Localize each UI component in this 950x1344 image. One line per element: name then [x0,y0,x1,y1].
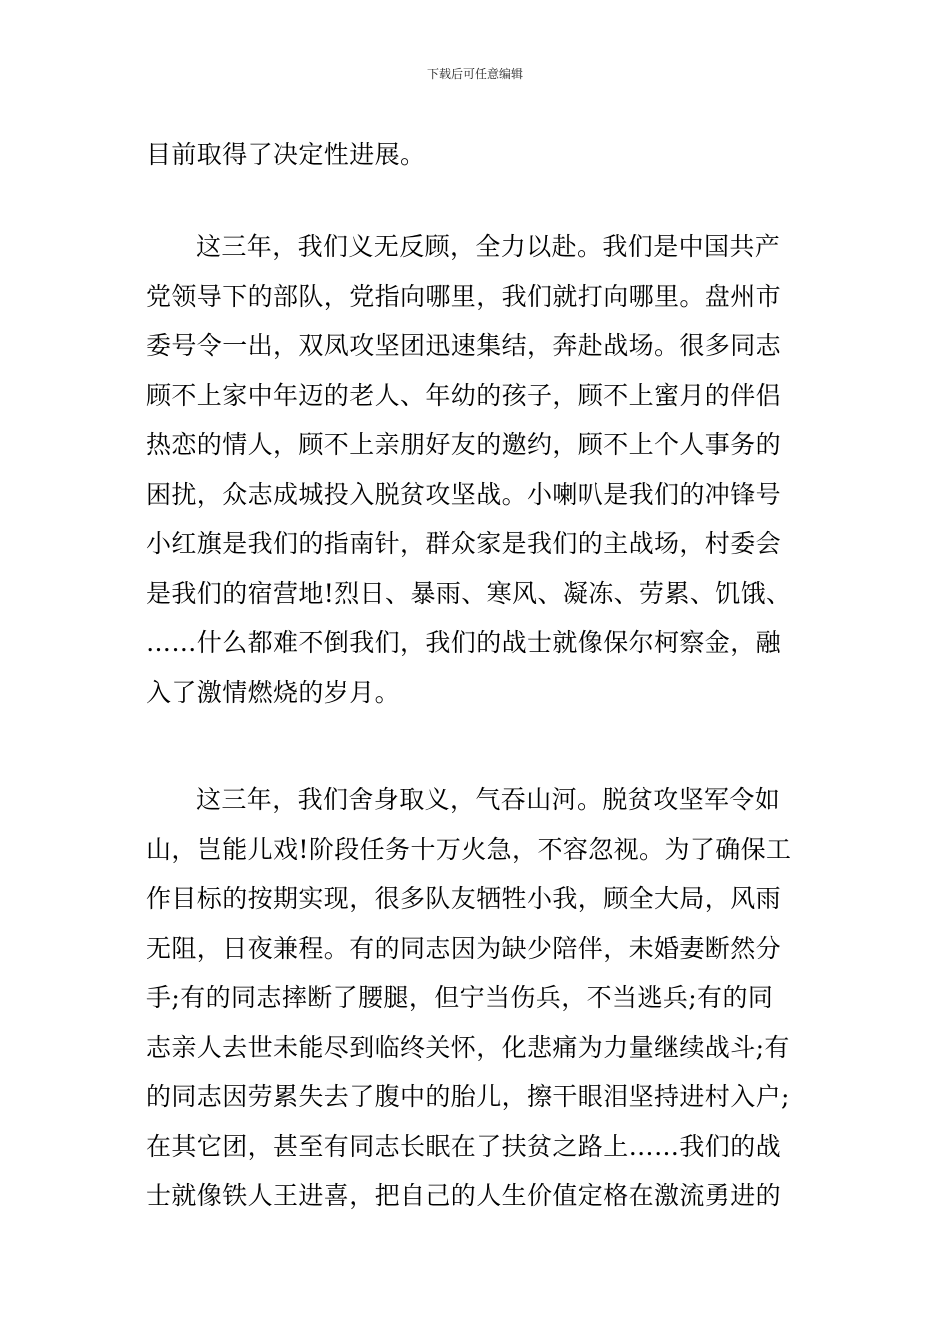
text-line: 小红旗是我们的指南针，群众家是我们的主战场，村委会 [146,529,782,558]
paragraph-sacrifice [146,775,808,1221]
text-line: 委号令一出，双凤攻坚团迅速集结，奔赴战场。很多同志 [146,331,782,360]
text-line: 无阻，日夜兼程。有的同志因为缺少陪伴，未婚妻断然分 [146,933,782,963]
text-line: 热恋的情人，顾不上亲朋好友的邀约，顾不上个人事务的 [146,430,782,459]
text-line: 志亲人去世未能尽到临终关怀，化悲痛为力量继续战斗;有 [146,1032,790,1062]
text-line: 士就像铁人王进喜，把自己的人生价值定格在激流勇进的 [146,1181,782,1210]
text-line: 目前取得了决定性进展。 [146,140,426,169]
text-line: 党领导下的部队，党指向哪里，我们就打向哪里。盘州市 [146,281,782,311]
text-line: ……什么都难不倒我们，我们的战士就像保尔柯察金，融 [146,628,782,657]
page-header-note: 下载后可任意编辑 [426,67,523,81]
text-line: 手;有的同志摔断了腰腿，但宁当伤兵，不当逃兵;有的同 [146,983,774,1012]
text-line: 作目标的按期实现，很多队友牺牲小我，顾全大局，风雨 [146,884,782,913]
paragraph-dedication [146,222,808,717]
continuation-paragraph [146,130,808,180]
text-line: 在其它团，甚至有同志长眠在了扶贫之路上……我们的战 [146,1131,782,1161]
text-line: 这三年，我们舍身取义，气吞山河。脱贫攻坚军令如 [196,785,781,814]
text-line: 困扰，众志成城投入脱贫攻坚战。小喇叭是我们的冲锋号 [146,479,782,509]
text-line: 这三年，我们义无反顾，全力以赴。我们是中国共产 [196,232,781,261]
text-line: 顾不上家中年迈的老人、年幼的孩子，顾不上蜜月的伴侣 [146,380,782,410]
text-line: 是我们的宿营地!烈日、暴雨、寒风、凝冻、劳累、饥饿、 [146,578,792,608]
text-line: 的同志因劳累失去了腹中的胎儿，擦干眼泪坚持进村入户; [146,1082,790,1111]
text-line: 山，岂能儿戏!阶段任务十万火急，不容忽视。为了确保工 [146,834,792,864]
text-line: 入了激情燃烧的岁月。 [146,677,401,707]
